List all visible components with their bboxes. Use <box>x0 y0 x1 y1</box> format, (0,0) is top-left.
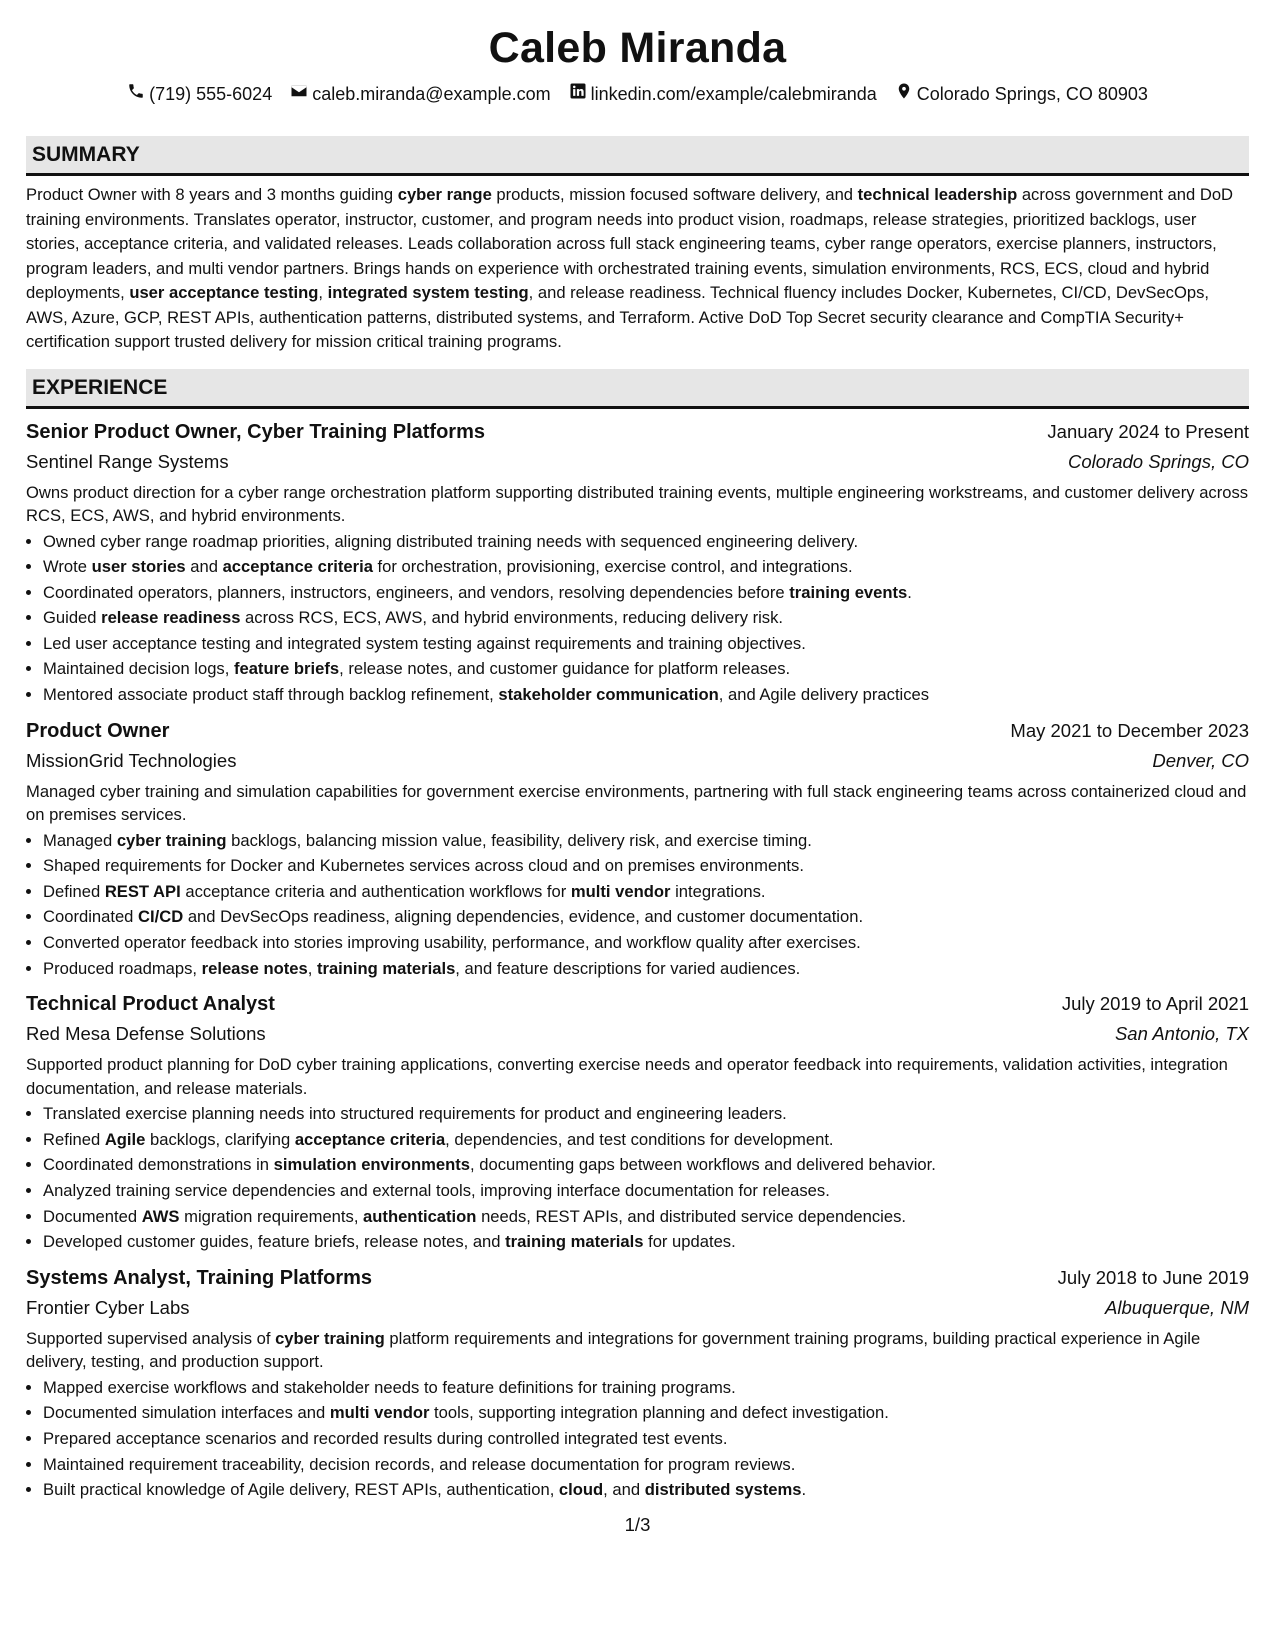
text-run: platform requirements and integrations for government training programs, building practical experience in Agile delivery, testing, and production support. <box>26 1328 1201 1372</box>
bold-text: cyber range <box>397 185 492 204</box>
job-description: Supported product planning for DoD cyber training applications, converting exercise needs and operator feedback into requirements, validation activities, integration documentation, and release materials. <box>26 1055 1228 1098</box>
bold-text: acceptance criteria <box>294 1129 446 1149</box>
job-location: Denver, CO <box>1152 749 1249 771</box>
bold-text: cyber training <box>116 830 227 850</box>
candidate-name: Caleb Miranda <box>488 24 787 72</box>
text-run: and <box>185 557 223 577</box>
job-title: Product Owner <box>26 719 170 742</box>
email-link[interactable]: caleb.miranda@example.com <box>312 84 551 104</box>
bold-text: AWS <box>141 1206 180 1226</box>
bold-text: user acceptance testing <box>129 283 319 302</box>
bullet-item <box>43 1152 1249 1178</box>
text-run: products, mission focused software delivery, and <box>491 185 858 204</box>
text-run: Documented simulation interfaces and <box>43 1403 330 1423</box>
bold-text: CI/CD <box>138 907 184 927</box>
text-run: tools, supporting integration planning and defect investigation. <box>429 1403 889 1423</box>
text-run: Guided <box>43 608 102 628</box>
job-bullet-list <box>26 1375 1249 1503</box>
bold-text: cloud <box>558 1480 604 1500</box>
text-run: Mentored associate product staff through backlog refinement, <box>43 685 499 705</box>
bold-text: training events <box>789 582 908 602</box>
job-description <box>26 1327 1249 1374</box>
job-entry <box>26 989 1249 1255</box>
text-run: , <box>318 283 328 302</box>
job-dates: July 2018 to June 2019 <box>1057 1266 1249 1288</box>
text-run: backlogs, clarifying <box>145 1129 295 1149</box>
bullet-item <box>43 554 1249 580</box>
text-run: , and feature descriptions for varied audiences. <box>455 958 801 978</box>
bullet-item <box>43 529 1249 555</box>
summary-heading: SUMMARY <box>26 136 1249 176</box>
bold-text: release readiness <box>101 608 241 628</box>
bold-text: distributed systems <box>644 1480 802 1500</box>
job-entry <box>26 417 1249 708</box>
phone-icon <box>127 82 145 106</box>
bullet-item <box>43 1127 1249 1153</box>
text-run: Prepared acceptance scenarios and recorded results during controlled integrated test events. <box>43 1428 728 1448</box>
bullet-item <box>43 682 1249 708</box>
text-run: acceptance criteria and authentication workflows for <box>180 881 571 901</box>
map-pin-icon <box>895 82 913 106</box>
bold-text: release notes <box>201 958 308 978</box>
bold-text: technical leadership <box>857 185 1018 204</box>
job-entry <box>26 716 1249 982</box>
bullet-item <box>43 853 1249 879</box>
location-text: Colorado Springs, CO 80903 <box>916 84 1148 104</box>
bold-text: multi vendor <box>570 881 671 901</box>
job-title-row <box>26 417 1249 447</box>
bullet-item <box>43 1477 1249 1503</box>
text-run: Supported supervised analysis of <box>26 1328 276 1348</box>
job-description: Owns product direction for a cyber range orchestration platform supporting distributed training events, multiple engineering workstreams, and customer delivery across RCS, ECS, AWS, and hybrid environments. <box>26 482 1249 525</box>
bullet-item <box>43 656 1249 682</box>
bold-text: acceptance criteria <box>222 557 373 577</box>
job-description: Managed cyber training and simulation capabilities for government exercise environments, partnering with full stack engineering teams across containerized cloud and on premises services. <box>26 781 1247 825</box>
job-bullet-list <box>26 828 1249 982</box>
job-bullet-list <box>26 1101 1249 1255</box>
job-company-row <box>26 1019 1249 1049</box>
text-run: Maintained decision logs, <box>43 659 234 679</box>
text-run: migration requirements, <box>179 1206 364 1226</box>
job-dates: January 2024 to Present <box>1047 420 1249 442</box>
job-title-row <box>26 716 1249 746</box>
job-company: MissionGrid Technologies <box>26 749 237 771</box>
bold-text: REST API <box>104 881 181 901</box>
phone-text: (719) 555-6024 <box>149 84 273 104</box>
bullet-item <box>43 580 1249 606</box>
text-run: , and <box>603 1480 645 1500</box>
bullet-item <box>43 631 1249 657</box>
text-run: Refined <box>43 1129 105 1149</box>
bullet-item <box>43 1375 1249 1401</box>
page-number: 1/3 <box>624 1514 651 1535</box>
contact-location <box>895 82 1148 106</box>
text-run: Managed <box>43 830 117 850</box>
bold-text: user stories <box>91 557 186 577</box>
bullet-item <box>43 1426 1249 1452</box>
resume-page <box>26 18 1249 1503</box>
bullet-item <box>43 1229 1249 1255</box>
bold-text: authentication <box>363 1206 477 1226</box>
text-run: Coordinated operators, planners, instructors, engineers, and vendors, resolving dependencies before <box>43 582 790 602</box>
text-run: Defined <box>43 881 105 901</box>
job-company: Sentinel Range Systems <box>26 450 229 472</box>
text-run: . <box>907 582 912 602</box>
job-company-row <box>26 746 1249 776</box>
bullet-item <box>43 930 1249 956</box>
text-run: , documenting gaps between workflows and delivered behavior. <box>470 1155 936 1175</box>
bold-text: training materials <box>505 1232 644 1252</box>
bold-text: stakeholder communication <box>498 685 719 705</box>
job-entry <box>26 1263 1249 1503</box>
job-title-row <box>26 1263 1249 1293</box>
text-run: Mapped exercise workflows and stakeholder needs to feature definitions for training programs. <box>43 1377 736 1397</box>
job-title: Technical Product Analyst <box>26 993 275 1016</box>
job-company: Frontier Cyber Labs <box>26 1296 190 1318</box>
text-run: Shaped requirements for Docker and Kubernetes services across cloud and on premises environments. <box>43 856 804 876</box>
job-dates: July 2019 to April 2021 <box>1061 993 1249 1015</box>
bold-text: feature briefs <box>233 659 340 679</box>
text-run: , dependencies, and test conditions for development. <box>445 1129 834 1149</box>
contact-linkedin[interactable] <box>569 82 877 106</box>
envelope-icon <box>290 82 308 106</box>
text-run: backlogs, balancing mission value, feasibility, delivery risk, and exercise timing. <box>226 830 812 850</box>
contact-bar <box>26 82 1249 106</box>
text-run: Maintained requirement traceability, decision records, and release documentation for program reviews. <box>43 1454 796 1474</box>
bullet-item <box>43 1101 1249 1127</box>
job-bullet-list <box>26 529 1249 708</box>
text-run: and DevSecOps readiness, aligning dependencies, evidence, and customer documentation. <box>183 907 864 927</box>
text-run: Product Owner with 8 years and 3 months guiding <box>26 185 398 204</box>
job-location: Albuquerque, NM <box>1105 1296 1249 1318</box>
experience-list <box>26 417 1249 1503</box>
bullet-item <box>43 605 1249 631</box>
text-run: needs, REST APIs, and distributed service dependencies. <box>476 1206 906 1226</box>
text-run: Wrote <box>43 557 92 577</box>
bold-text: training materials <box>316 958 456 978</box>
text-run: Produced roadmaps, <box>43 958 202 978</box>
linkedin-link[interactable]: linkedin.com/example/calebmiranda <box>590 84 877 104</box>
bullet-item <box>43 1204 1249 1230</box>
contact-email[interactable] <box>290 82 550 106</box>
text-run: Converted operator feedback into stories improving usability, performance, and workflow quality after exercises. <box>43 933 861 953</box>
bullet-item <box>43 1178 1249 1204</box>
text-run: , and release readiness. Technical fluency includes Docker, Kubernetes, CI/CD, DevSecOps, AWS, Azure, GCP, REST APIs, authentication patterns, distributed systems, and Terraform. Active DoD Top Secret security clearance and CompTIA Security+ certification support trusted delivery for mission critical training programs. <box>26 283 1210 351</box>
text-run: . <box>801 1480 807 1500</box>
text-run: , <box>307 958 317 978</box>
text-run: for orchestration, provisioning, exercise control, and integrations. <box>372 557 853 577</box>
text-run: Developed customer guides, feature briefs, release notes, and <box>43 1232 506 1252</box>
bullet-item <box>43 1452 1249 1478</box>
job-location: Colorado Springs, CO <box>1068 450 1249 472</box>
text-run: Coordinated <box>43 907 139 927</box>
job-title: Systems Analyst, Training Platforms <box>26 1266 373 1289</box>
text-run: Documented <box>43 1206 142 1226</box>
bullet-item <box>43 828 1249 854</box>
job-company-row <box>26 447 1249 477</box>
bold-text: Agile <box>104 1129 146 1149</box>
text-run: across RCS, ECS, AWS, and hybrid environments, reducing delivery risk. <box>240 608 784 628</box>
experience-heading: EXPERIENCE <box>26 369 1249 409</box>
job-location: San Antonio, TX <box>1114 1023 1249 1045</box>
job-title-row <box>26 989 1249 1019</box>
text-run: Analyzed training service dependencies and external tools, improving interface documentation for releases. <box>43 1181 830 1200</box>
bold-text: integrated system testing <box>327 283 529 302</box>
text-run: , release notes, and customer guidance for platform releases. <box>339 659 791 679</box>
bold-text: cyber training <box>275 1328 385 1348</box>
contact-phone <box>127 82 272 106</box>
text-run: Translated exercise planning needs into structured requirements for product and engineering leaders. <box>43 1104 787 1124</box>
linkedin-icon <box>569 82 587 106</box>
bullet-item <box>43 956 1249 982</box>
text-run: Built practical knowledge of Agile delivery, REST APIs, authentication, <box>43 1480 559 1500</box>
job-title: Senior Product Owner, Cyber Training Platforms <box>26 420 485 443</box>
bold-text: simulation environments <box>273 1155 471 1175</box>
summary-paragraph <box>26 183 1249 355</box>
bold-text: multi vendor <box>329 1403 430 1423</box>
job-company: Red Mesa Defense Solutions <box>26 1023 266 1045</box>
text-run: Owned cyber range roadmap priorities, aligning distributed training needs with sequenced engineering delivery. <box>43 531 859 551</box>
text-run: , and Agile delivery practices <box>718 685 930 705</box>
text-run: for updates. <box>643 1232 736 1252</box>
text-run: across government and DoD training environments. Translates operator, instructor, customer, and program needs into product vision, roadmaps, release strategies, prioritized backlogs, user stories, acceptance criteria, and validated releases. Leads collaboration across full stack engineering teams, cyber range operators, exercise planners, instructors, program leaders, and multi vendor partners. Brings hands on experience with orchestrated training events, simulation environments, RCS, ECS, cloud and hybrid deployments, <box>26 185 1234 302</box>
text-run: integrations. <box>670 881 766 901</box>
text-run: Led user acceptance testing and integrated system testing against requirements and training objectives. <box>43 633 806 653</box>
bullet-item <box>43 879 1249 905</box>
bullet-item <box>43 1400 1249 1426</box>
bullet-item <box>43 904 1249 930</box>
job-dates: May 2021 to December 2023 <box>1010 719 1249 741</box>
text-run: Coordinated demonstrations in <box>43 1155 274 1175</box>
job-company-row <box>26 1293 1249 1323</box>
